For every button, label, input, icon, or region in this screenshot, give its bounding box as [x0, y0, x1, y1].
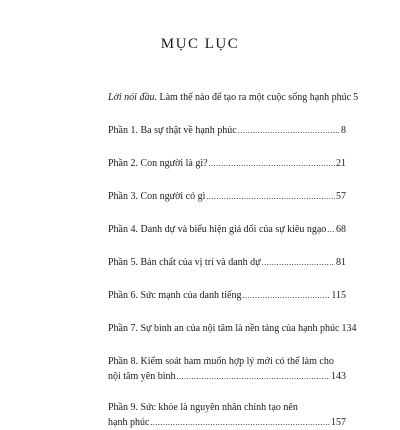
entry-title-line-2: hạnh phúc: [108, 417, 150, 428]
toc-entry-part-5: [108, 257, 346, 269]
toc-entry-part-3: [108, 191, 346, 203]
preface-label: Lời nói đầu.: [108, 92, 157, 103]
entry-title-line-1: Phần 9. Sức khỏe là nguyên nhân chính tạo nên: [108, 402, 298, 413]
dot-leader: [206, 191, 335, 203]
page-title: MỤC LỤC: [160, 36, 240, 52]
entry-title-line-2: nội tâm yên bình: [108, 371, 176, 382]
toc-entry-part-6: [108, 290, 346, 302]
dot-leader: [209, 158, 335, 170]
toc-entry-part-9: [108, 400, 346, 430]
page-number: 68: [336, 224, 346, 235]
entry-title: Phần 4. Danh dự và biểu hiện giả dối của sự kiêu ngạo: [108, 224, 327, 235]
entry-title: Phần 7. Sự bình an của nội tâm là nền tảng của hạnh phúc: [108, 323, 340, 334]
entry-title-line-1: Phần 8. Kiểm soát ham muốn hợp lý mới có thể làm cho: [108, 356, 334, 367]
dot-leader: [238, 125, 340, 137]
entry-title: Phần 6. Sức mạnh của danh tiếng: [108, 290, 242, 301]
toc-entry-part-1: [108, 125, 346, 137]
dot-leader: [327, 224, 335, 236]
page-number: 157: [331, 417, 346, 428]
dot-leader: [242, 290, 330, 302]
toc-entry-part-2: [108, 158, 346, 170]
page-number: 57: [336, 191, 346, 202]
page-number: 143: [331, 371, 346, 382]
page-number: 81: [336, 257, 346, 268]
dot-leader: [150, 415, 330, 430]
toc-entry-part-8: [108, 354, 346, 384]
page-number: 21: [336, 158, 346, 169]
dot-leader: [177, 369, 331, 384]
entry-title: Phần 1. Ba sự thật về hạnh phúc: [108, 125, 237, 136]
entry-title: Phần 5. Bản chất của vị trí và danh dự: [108, 257, 261, 268]
dot-leader: [262, 257, 335, 269]
page-number: 115: [331, 290, 346, 301]
toc-entry-preface: [108, 92, 359, 104]
page-number: 8: [341, 125, 346, 136]
page-number: 134: [341, 323, 357, 334]
page-number: 5: [353, 92, 359, 103]
entry-title: Phần 2. Con người là gì?: [108, 158, 208, 169]
toc-entry-part-7: [108, 323, 357, 335]
toc-entry-part-4: [108, 224, 346, 236]
entry-title: Làm thế nào để tạo ra một cuộc sống hạnh phúc: [159, 92, 352, 103]
entry-title: Phần 3. Con người có gì: [108, 191, 206, 202]
